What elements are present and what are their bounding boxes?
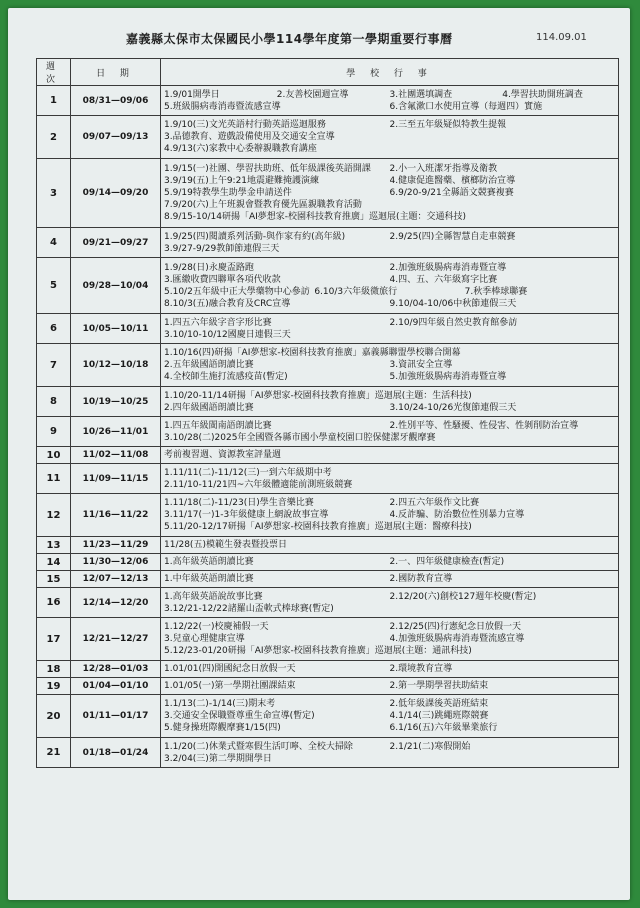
- event-item: 2.10/9四年級自然史教育館參訪: [389, 317, 518, 328]
- event-line: [164, 390, 615, 402]
- event-line: [164, 317, 615, 329]
- table-row: [37, 314, 619, 344]
- event-item: 5.11/20-12/17研揚「AI夢想家-校園科技教育推廣」巡迴展(主題：醫療科技): [164, 522, 472, 532]
- page-title: 嘉義縣太保市太保國民小學114學年度第一學期重要行事曆: [126, 32, 453, 46]
- event-line: [164, 698, 615, 710]
- event-item: 7.秋季棒球聯賽: [464, 286, 528, 297]
- week-number: 18: [37, 661, 71, 678]
- event-item: 2.性別平等、性騷擾、性侵害、性剝削防治宣導: [389, 420, 579, 431]
- event-line: [164, 163, 615, 175]
- event-item: 1.9/01開學日: [164, 89, 220, 100]
- header-events: 學 校 行 事: [161, 59, 619, 86]
- week-range: 01/18—01/24: [71, 738, 161, 768]
- event-item: 5.健身操班際觀摩賽1/15(四): [164, 723, 281, 733]
- week-number: 21: [37, 738, 71, 768]
- week-number: 16: [37, 588, 71, 618]
- event-item: 1.高年級英語朗讀比賽: [164, 557, 254, 567]
- week-range: 11/23—11/29: [71, 537, 161, 554]
- event-item: 1.01/01(四)開國紀念日放假一天: [164, 664, 296, 674]
- event-item: 4.健康促進醫藥、檳榔防治宣導: [389, 176, 516, 186]
- event-item: 3.匯繳收費四聯單各項代收款: [164, 274, 281, 285]
- week-range: 01/11—01/17: [71, 695, 161, 738]
- event-item: 考前複習週、資源教室評量週: [164, 450, 282, 460]
- week-range: 12/28—01/03: [71, 661, 161, 678]
- event-item: 2.四年級國語朗讀比賽: [164, 402, 254, 413]
- event-line: [164, 432, 615, 444]
- table-row: [37, 588, 619, 618]
- event-line: [164, 143, 615, 155]
- event-line: [164, 101, 615, 113]
- event-line: [164, 621, 615, 633]
- event-line: [164, 509, 615, 521]
- event-item: 2.環境教育宣導: [389, 664, 453, 674]
- header: [8, 30, 630, 50]
- event-cell: [161, 116, 619, 159]
- event-line: [164, 286, 615, 298]
- event-line: [164, 402, 615, 414]
- week-range: 11/30—12/06: [71, 554, 161, 571]
- event-item: 8.9/15-10/14研揚「AI夢想家-校園科技教育推廣」巡迴展(主題：交通科技): [164, 212, 467, 222]
- issue-date: 114.09.01: [536, 32, 587, 43]
- table-body: [37, 86, 619, 768]
- table-row: [37, 494, 619, 537]
- event-line: [164, 243, 615, 255]
- table-row: [37, 447, 619, 464]
- event-line: [164, 199, 615, 211]
- event-cell: [161, 314, 619, 344]
- event-line: [164, 603, 615, 615]
- event-line: [164, 420, 615, 432]
- event-item: 1.11/18(二)-11/23(日)學生音樂比賽: [164, 498, 314, 508]
- event-line: [164, 359, 615, 371]
- event-cell: [161, 661, 619, 678]
- table-row: [37, 695, 619, 738]
- table-row: [37, 537, 619, 554]
- week-number: 12: [37, 494, 71, 537]
- week-number: 13: [37, 537, 71, 554]
- event-item: 5.9/19特教學生助學金申請送件: [164, 188, 292, 198]
- event-item: 3.2/04(三)第二學期開學日: [164, 753, 272, 764]
- table-row: [37, 344, 619, 387]
- event-item: 2.9/25(四)全縣智慧自走車競賽: [389, 231, 516, 242]
- event-line: [164, 680, 615, 692]
- event-item: 1.9/28(日)永慶盃路跑: [164, 262, 254, 273]
- event-item: 2.一、四年級健康檢查(暫定): [389, 557, 505, 567]
- week-range: 11/02—11/08: [71, 447, 161, 464]
- event-line: [164, 449, 615, 461]
- event-item: 4.加強班級腸病毒消毒暨流感宣導: [389, 634, 525, 644]
- event-item: 3.12/21-12/22諸羅山盃軟式棒球賽(暫定): [164, 603, 334, 614]
- event-cell: [161, 738, 619, 768]
- table-row: [37, 464, 619, 494]
- event-line: [164, 298, 615, 310]
- event-line: [164, 175, 615, 187]
- week-range: 09/07—09/13: [71, 116, 161, 159]
- week-range: 12/21—12/27: [71, 618, 161, 661]
- event-item: 1.10/20-11/14研揚「AI夢想家-校園科技教育推廣」巡迴展(主題：生活科技): [164, 390, 472, 401]
- week-range: 09/21—09/27: [71, 228, 161, 258]
- event-item: 1.四五年級閩南語朗讀比賽: [164, 420, 272, 431]
- event-item: 3.社團選填調查: [389, 89, 453, 100]
- event-item: 1.9/10(三)文光英語村行動英語巡迴服務: [164, 120, 326, 130]
- event-item: 1.高年級英語說故事比賽: [164, 591, 263, 602]
- events-table: [36, 58, 619, 768]
- week-number: 17: [37, 618, 71, 661]
- event-item: 2.加強班級腸病毒消毒暨宣導: [389, 262, 507, 273]
- week-number: 5: [37, 258, 71, 314]
- event-cell: [161, 494, 619, 537]
- event-cell: [161, 695, 619, 738]
- event-item: 4.學習扶助開班調查: [502, 89, 583, 100]
- event-line: [164, 131, 615, 143]
- event-item: 1.10/16(四)研揚「AI夢想家-校園科技教育推廣」嘉義縣聯盟學校聯合開幕: [164, 348, 461, 358]
- table-row: [37, 159, 619, 228]
- week-range: 01/04—01/10: [71, 678, 161, 695]
- event-cell: [161, 588, 619, 618]
- event-cell: [161, 417, 619, 447]
- week-number: 1: [37, 86, 71, 116]
- event-item: 3.交通安全保職暨尊重生命宣導(暫定): [164, 711, 315, 721]
- event-item: 6.9/20-9/21全縣語文競賽複賽: [389, 188, 514, 198]
- event-item: 4.反詐騙、防治數位性別暴力宣導: [389, 510, 525, 520]
- event-item: 6.10/3六年級微旅行: [314, 286, 398, 297]
- event-item: 3.11/17(一)1-3年級健康上網說故事宣導: [164, 510, 329, 520]
- week-number: 20: [37, 695, 71, 738]
- table-row: [37, 86, 619, 116]
- event-item: 1.9/25(四)閱讀系列活動-與作家有約(高年級): [164, 231, 346, 242]
- event-item: 7.9/20(六)上午班親會暨教育優先區親職教育活動: [164, 200, 362, 210]
- event-line: [164, 573, 615, 585]
- week-number: 6: [37, 314, 71, 344]
- event-item: 9.10/04-10/06中秋節連假三天: [389, 298, 517, 309]
- header-week: 週次: [37, 59, 71, 86]
- week-range: 10/12—10/18: [71, 344, 161, 387]
- event-item: 3.品德教育、遊戲設備使用及交通安全宣導: [164, 132, 335, 142]
- week-range: 11/09—11/15: [71, 464, 161, 494]
- week-range: 10/26—11/01: [71, 417, 161, 447]
- week-number: 11: [37, 464, 71, 494]
- week-number: 3: [37, 159, 71, 228]
- event-item: 1.1/20(二)休業式暨寒假生活叮嚀、全校大掃除: [164, 741, 353, 752]
- event-line: [164, 329, 615, 341]
- event-item: 3.9/27-9/29教師節連假三天: [164, 243, 280, 254]
- event-line: [164, 741, 615, 753]
- event-item: 3.兒童心理健康宣導: [164, 634, 245, 644]
- event-item: 5.10/2五年級中正大學藥物中心參訪: [164, 286, 310, 297]
- week-range: 12/07—12/13: [71, 571, 161, 588]
- week-range: 10/05—10/11: [71, 314, 161, 344]
- week-range: 10/19—10/25: [71, 387, 161, 417]
- event-line: [164, 591, 615, 603]
- event-cell: [161, 344, 619, 387]
- event-line: [164, 497, 615, 509]
- event-item: 4.1/14(三)跳繩班際競賽: [389, 711, 489, 721]
- event-cell: [161, 159, 619, 228]
- event-item: 2.四五六年級作文比賽: [389, 498, 480, 508]
- week-range: 08/31—09/06: [71, 86, 161, 116]
- event-item: 4.全校師生施打流感疫苗(暫定): [164, 372, 288, 382]
- event-item: 1.9/15(一)社團、學習扶助班、低年級課後英語開課: [164, 164, 371, 174]
- week-number: 10: [37, 447, 71, 464]
- event-item: 2.12/25(四)行憲紀念日放假一天: [389, 622, 522, 632]
- table-row: [37, 116, 619, 159]
- event-cell: [161, 537, 619, 554]
- event-line: [164, 467, 615, 479]
- event-cell: [161, 554, 619, 571]
- event-item: 6.1/16(五)六年級畢業旅行: [389, 723, 498, 733]
- event-item: 1.1/13(二)-1/14(三)期末考: [164, 699, 276, 709]
- event-item: 1.12/22(一)校慶補假一天: [164, 622, 269, 632]
- event-item: 1.11/11(二)-11/12(三)一到六年級期中考: [164, 467, 332, 478]
- week-number: 19: [37, 678, 71, 695]
- event-line: [164, 753, 615, 765]
- week-number: 7: [37, 344, 71, 387]
- calendar-sheet: [8, 8, 630, 900]
- event-line: [164, 521, 615, 533]
- week-number: 14: [37, 554, 71, 571]
- event-line: [164, 262, 615, 274]
- event-item: 4.9/13(六)家教中心委辦親職教育講座: [164, 144, 317, 154]
- event-line: [164, 479, 615, 491]
- event-item: 3.10/28(二)2025年全國暨各縣市國小學童校園口腔保健潔牙觀摩賽: [164, 432, 436, 443]
- event-item: 1.四五六年級字音字形比賽: [164, 317, 272, 328]
- event-item: 2.11/10-11/21四~六年級體適能前測班級競賽: [164, 479, 353, 490]
- week-range: 09/28—10/04: [71, 258, 161, 314]
- event-item: 2.五年級國語朗讀比賽: [164, 360, 254, 370]
- event-item: 8.10/3(五)融合教育及CRC宣導: [164, 298, 291, 309]
- week-number: 8: [37, 387, 71, 417]
- event-line: [164, 539, 615, 551]
- event-item: 2.友善校園週宣導: [276, 89, 349, 100]
- event-item: 5.班級腸病毒消毒暨流感宣導: [164, 101, 281, 112]
- week-number: 15: [37, 571, 71, 588]
- event-item: 3.9/19(五)上午9:21地震避難掩護演練: [164, 176, 320, 186]
- event-item: 4.四、五、六年級寫字比賽: [389, 274, 498, 285]
- event-item: 3.10/24-10/26光復節連假三天: [389, 402, 517, 413]
- event-item: 11/28(五)模範生發表暨投票日: [164, 540, 287, 550]
- event-cell: [161, 464, 619, 494]
- event-line: [164, 274, 615, 286]
- table-row: [37, 661, 619, 678]
- event-item: 2.低年級課後英語班結束: [389, 699, 489, 709]
- week-range: 09/14—09/20: [71, 159, 161, 228]
- table-row: [37, 258, 619, 314]
- event-item: 3.資訊安全宣導: [389, 360, 453, 370]
- table-row: [37, 618, 619, 661]
- week-range: 12/14—12/20: [71, 588, 161, 618]
- week-number: 4: [37, 228, 71, 258]
- table-row: [37, 571, 619, 588]
- table-header-row: [37, 59, 619, 86]
- event-cell: [161, 447, 619, 464]
- table-row: [37, 417, 619, 447]
- table-row: [37, 387, 619, 417]
- event-item: 5.加強班級腸病毒消毒暨宣導: [389, 372, 507, 382]
- event-item: 1.中年級英語朗讀比賽: [164, 574, 254, 584]
- event-line: [164, 89, 615, 101]
- table-row: [37, 738, 619, 768]
- event-line: [164, 645, 615, 657]
- event-cell: [161, 618, 619, 661]
- event-line: [164, 119, 615, 131]
- event-line: [164, 556, 615, 568]
- event-item: 3.10/10-10/12國慶日連假三天: [164, 329, 291, 340]
- event-line: [164, 722, 615, 734]
- event-cell: [161, 228, 619, 258]
- event-item: 2.第一學期學習扶助結束: [389, 681, 489, 691]
- event-cell: [161, 86, 619, 116]
- event-line: [164, 710, 615, 722]
- week-number: 9: [37, 417, 71, 447]
- event-cell: [161, 387, 619, 417]
- event-cell: [161, 571, 619, 588]
- week-number: 2: [37, 116, 71, 159]
- header-dates: 日 期: [71, 59, 161, 86]
- event-item: 2.國防教育宣導: [389, 574, 453, 584]
- event-line: [164, 211, 615, 223]
- week-range: 11/16—11/22: [71, 494, 161, 537]
- event-cell: [161, 258, 619, 314]
- table-row: [37, 554, 619, 571]
- event-item: 2.小一入班潔牙指導及衛教: [389, 164, 498, 174]
- event-item: 2.12/20(六)創校127週年校慶(暫定): [389, 591, 537, 602]
- event-item: 1.01/05(一)第一學期社團課結束: [164, 681, 296, 691]
- table-row: [37, 228, 619, 258]
- event-item: 2.1/21(二)寒假開始: [389, 741, 471, 752]
- event-line: [164, 231, 615, 243]
- event-item: 6.含氟漱口水使用宣導（每週四）實施: [389, 101, 543, 112]
- event-line: [164, 371, 615, 383]
- event-line: [164, 347, 615, 359]
- event-item: 5.12/23-01/20研揚「AI夢想家-校園科技教育推廣」巡迴展(主題：通訊科技): [164, 646, 472, 656]
- event-cell: [161, 678, 619, 695]
- event-item: 2.三至五年級疑似特教生提報: [389, 120, 507, 130]
- event-line: [164, 663, 615, 675]
- table-row: [37, 678, 619, 695]
- event-line: [164, 187, 615, 199]
- event-line: [164, 633, 615, 645]
